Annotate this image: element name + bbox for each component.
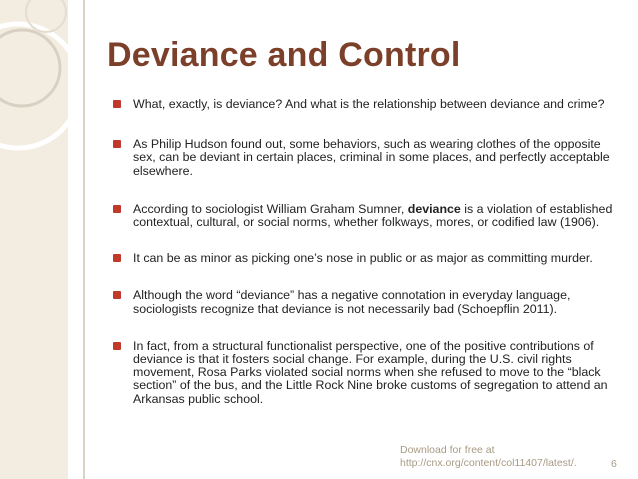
- bullet-text-after: is a violation of established contextual, cultural, or social norms, whether folkways, mores, or codified law (1906).: [133, 201, 613, 230]
- bullet-item: [113, 98, 618, 111]
- bullet-item: [113, 138, 618, 178]
- bullet-square-icon: [113, 342, 121, 350]
- bullet-text-bold: deviance: [407, 201, 461, 216]
- footer-line-2: http://cnx.org/content/col11407/latest/.: [400, 457, 577, 469]
- bullet-text: Although the word “deviance” has a negative connotation in everyday language, sociologists recognize that deviance is not necessarily bad (Schoepflin 2011).: [133, 288, 571, 316]
- bullet-item: [113, 340, 618, 406]
- download-footer: [400, 444, 577, 470]
- bullet-text: It can be as minor as picking one’s nose in public or as major as committing murder.: [133, 251, 593, 266]
- bullet-square-icon: [113, 205, 121, 213]
- deco-circle-medium: [0, 30, 60, 106]
- decorative-circles: [0, 0, 90, 479]
- deco-circle-small: [26, 0, 66, 32]
- bullet-square-icon: [113, 254, 121, 262]
- bullet-item: [113, 289, 618, 315]
- bullet-text-before: According to sociologist William Graham Sumner,: [133, 201, 408, 216]
- bullet-item: [113, 252, 618, 265]
- bullet-text: What, exactly, is deviance? And what is the relationship between deviance and crime?: [133, 97, 605, 111]
- slide-title: Deviance and Control: [107, 36, 461, 74]
- page-number: 6: [611, 458, 617, 470]
- bullet-square-icon: [113, 140, 121, 148]
- divider-line: [83, 0, 85, 479]
- bullet-square-icon: [113, 100, 121, 108]
- bullet-item: [113, 203, 618, 229]
- deco-circle-large: [0, 24, 80, 148]
- bullet-square-icon: [113, 291, 121, 299]
- footer-line-1: Download for free at: [400, 444, 495, 456]
- bullet-list: [113, 98, 618, 406]
- bullet-text: [133, 202, 612, 229]
- bullet-text: In fact, from a structural functionalist perspective, one of the positive contributions of deviance is that it fosters social change. For example, during the U.S. civil rights movement, Rosa Parks violated social norms when she refused to move to the “black section” of the bus, and the Little Rock Nine broke customs of segregation to attend an Arkansas public school.: [133, 338, 608, 406]
- bullet-text: As Philip Hudson found out, some behaviors, such as wearing clothes of the opposite sex, can be deviant in certain places, criminal in some places, and perfectly acceptable elsewhere.: [133, 137, 610, 178]
